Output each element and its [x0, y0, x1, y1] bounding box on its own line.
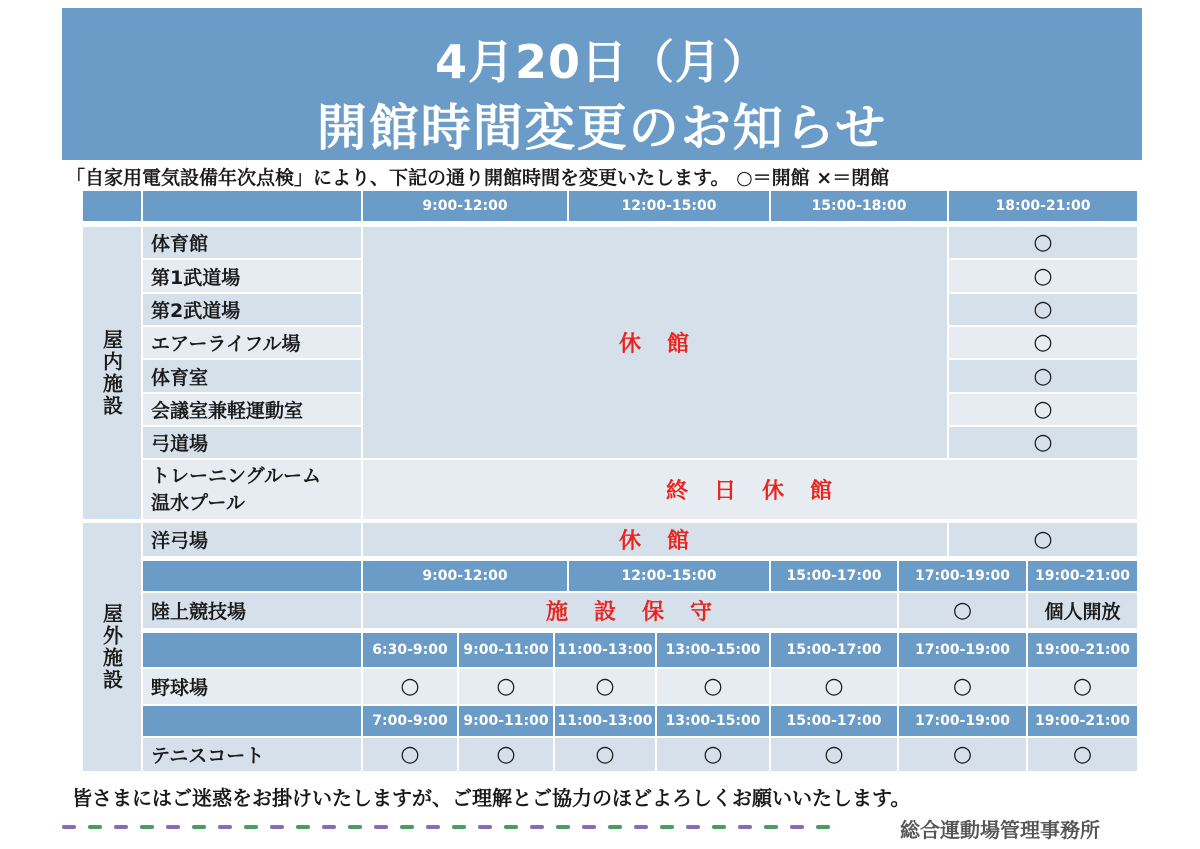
- time-header: [568, 560, 770, 592]
- organization-name: 総合運動場管理事務所: [900, 818, 1100, 842]
- dash-mark: [582, 825, 596, 829]
- facility-name: [142, 293, 362, 326]
- time-header: [656, 632, 770, 668]
- open-mark: [948, 293, 1138, 326]
- time-header-text: 13:00-15:00: [665, 642, 761, 658]
- facility-name-text: 体育館: [151, 233, 209, 255]
- open-mark: [948, 393, 1138, 426]
- dash-mark: [608, 825, 622, 829]
- open-mark: [948, 326, 1138, 359]
- open-mark: [948, 522, 1138, 557]
- time-header: [898, 705, 1027, 737]
- facility-name: [142, 326, 362, 359]
- dash-mark: [400, 825, 414, 829]
- open-mark: [948, 226, 1138, 259]
- time-header: [898, 632, 1027, 668]
- open-mark-text: ○: [1033, 230, 1053, 255]
- category-indoor: [82, 226, 142, 520]
- dash-mark: [530, 825, 544, 829]
- time-header: [1027, 560, 1138, 592]
- open-mark: [1027, 737, 1138, 772]
- facility-name-text: 第2武道場: [151, 300, 241, 322]
- facility-name-text: 体育室: [151, 366, 209, 389]
- open-mark-text: ○: [824, 674, 844, 699]
- header-spacer: [142, 560, 362, 592]
- time-header: [770, 705, 898, 737]
- dash-mark: [426, 825, 440, 829]
- time-header-text: 9:00-12:00: [422, 568, 508, 584]
- open-mark-text: ○: [1033, 527, 1053, 552]
- time-header: [770, 560, 898, 592]
- dash-mark: [478, 825, 492, 829]
- open-mark-text: ○: [1033, 330, 1053, 355]
- date-heading: 4月20日（月）: [434, 35, 770, 89]
- open-mark: [554, 737, 656, 772]
- facility-name-text: 陸上競技場: [151, 601, 247, 623]
- time-header: [898, 560, 1027, 592]
- open-mark-text: ○: [1072, 674, 1093, 699]
- time-header-text: 13:00-15:00: [665, 713, 761, 729]
- open-mark: [1027, 668, 1138, 705]
- open-mark: [458, 668, 554, 705]
- facility-name-text: 洋弓場: [151, 530, 209, 552]
- page-title: 開館時間変更のお知らせ: [316, 99, 888, 157]
- time-header-text: 11:00-13:00: [557, 642, 653, 658]
- open-mark: [458, 737, 554, 772]
- open-mark-text: ○: [400, 742, 420, 767]
- time-header-text: 11:00-13:00: [557, 713, 653, 729]
- open-mark: [898, 592, 1027, 629]
- facility-name-text: 弓道場: [151, 433, 209, 455]
- time-header-text: 6:30-9:00: [372, 642, 448, 658]
- time-header: [458, 705, 554, 737]
- time-header: [362, 632, 458, 668]
- open-mark: [362, 668, 458, 705]
- dash-mark: [270, 825, 284, 829]
- dash-mark: [374, 825, 388, 829]
- open-mark-text: ○: [1072, 742, 1093, 767]
- time-header-text: 18:00-21:00: [995, 198, 1091, 214]
- facility-name: [142, 226, 362, 259]
- open-mark: [948, 426, 1138, 459]
- facility-name: [142, 359, 362, 393]
- time-header-text: 9:00-12:00: [422, 198, 508, 214]
- time-header: [1027, 705, 1138, 737]
- facility-name-text: テニスコート: [151, 745, 265, 767]
- facility-name: [142, 522, 362, 557]
- open-mark-text: ○: [1033, 263, 1053, 289]
- time-header: [554, 705, 656, 737]
- open-mark: [948, 259, 1138, 293]
- open-mark-text: ○: [1033, 397, 1053, 422]
- time-header-text: 19:00-21:00: [1035, 642, 1130, 658]
- time-header: [362, 560, 568, 592]
- maintenance-label: [362, 592, 898, 629]
- open-mark-text: ○: [952, 674, 973, 699]
- dash-mark: [712, 825, 726, 829]
- dash-mark: [114, 825, 128, 829]
- dash-mark: [140, 825, 154, 829]
- dash-mark: [660, 825, 674, 829]
- open-mark: [656, 737, 770, 772]
- time-header-text: 15:00-18:00: [811, 198, 907, 214]
- personal-open-label-text: 個人開放: [1044, 601, 1121, 623]
- time-header-text: 7:00-9:00: [372, 713, 448, 729]
- time-header-text: 17:00-19:00: [915, 642, 1010, 658]
- dash-mark: [452, 825, 466, 829]
- time-header: [568, 190, 770, 222]
- facility-name-text: 会議室兼軽運動室: [151, 400, 304, 422]
- closed-label-text: 休 館: [618, 332, 691, 357]
- facility-name: [142, 459, 362, 520]
- time-header-text: 17:00-19:00: [915, 713, 1010, 729]
- category-indoor-label: 屋内施設: [99, 329, 124, 417]
- open-mark: [362, 737, 458, 772]
- open-mark-text: ○: [496, 674, 516, 699]
- open-mark: [898, 668, 1027, 705]
- dash-mark: [88, 825, 102, 829]
- personal-open-label: [1027, 592, 1138, 629]
- dash-mark: [348, 825, 362, 829]
- open-mark-text: ○: [1033, 430, 1053, 455]
- time-header: [770, 632, 898, 668]
- facility-name: [142, 426, 362, 459]
- dash-mark: [686, 825, 700, 829]
- facility-name-text: トレーニングルーム 温水プール: [151, 464, 322, 514]
- open-mark: [770, 737, 898, 772]
- dash-mark: [738, 825, 752, 829]
- time-header-text: 9:00-11:00: [463, 713, 549, 729]
- facility-name: [142, 737, 362, 772]
- time-header: [770, 190, 948, 222]
- dash-mark: [556, 825, 570, 829]
- time-header: [554, 632, 656, 668]
- open-mark-text: ○: [496, 742, 516, 767]
- dash-mark: [244, 825, 258, 829]
- open-mark-text: ○: [952, 598, 973, 623]
- dash-mark: [166, 825, 180, 829]
- maintenance-label-text: 施 設 保 守: [545, 600, 714, 625]
- facility-name: [142, 259, 362, 293]
- facility-name-text: 第1武道場: [151, 266, 241, 289]
- dash-mark: [790, 825, 804, 829]
- facility-name-text: 野球場: [151, 677, 209, 699]
- corner-cell: [82, 190, 142, 222]
- time-header: [948, 190, 1138, 222]
- time-header: [362, 705, 458, 737]
- dash-mark: [504, 825, 518, 829]
- open-mark-text: ○: [1033, 363, 1053, 389]
- dash-mark: [634, 825, 648, 829]
- header-spacer: [142, 632, 362, 668]
- time-header-text: 9:00-11:00: [463, 642, 549, 658]
- time-header: [1027, 632, 1138, 668]
- dash-mark: [192, 825, 206, 829]
- time-header-text: 15:00-17:00: [786, 568, 882, 584]
- time-header: [656, 705, 770, 737]
- footer-message: 皆さまにはご迷惑をお掛けいたしますが、ご理解とご協力のほどよろしくお願いいたします。: [72, 786, 911, 810]
- dash-mark: [322, 825, 336, 829]
- facility-name: [142, 592, 362, 629]
- header-spacer: [142, 705, 362, 737]
- dash-mark: [218, 825, 232, 829]
- decorative-dashes: [62, 823, 852, 833]
- open-mark: [656, 668, 770, 705]
- facility-name: [142, 393, 362, 426]
- all-day-closed-label-text: 終 日 休 館: [665, 479, 834, 504]
- open-mark-text: ○: [400, 674, 420, 699]
- open-mark: [554, 668, 656, 705]
- open-mark-text: ○: [595, 742, 615, 767]
- open-mark: [770, 668, 898, 705]
- open-mark-text: ○: [952, 742, 973, 767]
- time-header-text: 15:00-17:00: [786, 713, 882, 729]
- all-day-closed-label: [362, 459, 1138, 520]
- facility-name: [142, 668, 362, 705]
- closed-label: [362, 226, 948, 459]
- time-header-text: 15:00-17:00: [786, 642, 882, 658]
- category-outdoor-label: 屋外施設: [99, 603, 124, 691]
- intro-text: 「自家用電気設備年次点検」により、下記の通り開館時間を変更いたします。 ○＝開館 ×＝閉館: [66, 167, 890, 189]
- time-header: [362, 190, 568, 222]
- time-header-text: 19:00-21:00: [1035, 713, 1130, 729]
- dash-mark: [62, 825, 76, 829]
- time-header: [458, 632, 554, 668]
- open-mark: [898, 737, 1027, 772]
- time-header-text: 12:00-15:00: [621, 198, 717, 214]
- dash-mark: [816, 825, 830, 829]
- time-header-text: 19:00-21:00: [1035, 568, 1130, 584]
- open-mark-text: ○: [703, 742, 723, 767]
- category-outdoor: [82, 522, 142, 772]
- time-header-text: 17:00-19:00: [915, 568, 1010, 584]
- facility-name-text: エアーライフル場: [151, 333, 301, 355]
- corner-cell: [142, 190, 362, 222]
- time-header-text: 12:00-15:00: [621, 568, 717, 584]
- open-mark-text: ○: [703, 674, 723, 699]
- open-mark-text: ○: [1033, 297, 1053, 322]
- open-mark-text: ○: [595, 674, 615, 699]
- dash-mark: [296, 825, 310, 829]
- dash-mark: [764, 825, 778, 829]
- closed-label: [362, 522, 948, 557]
- open-mark: [948, 359, 1138, 393]
- closed-label-text: 休 館: [618, 529, 691, 554]
- open-mark-text: ○: [824, 742, 844, 767]
